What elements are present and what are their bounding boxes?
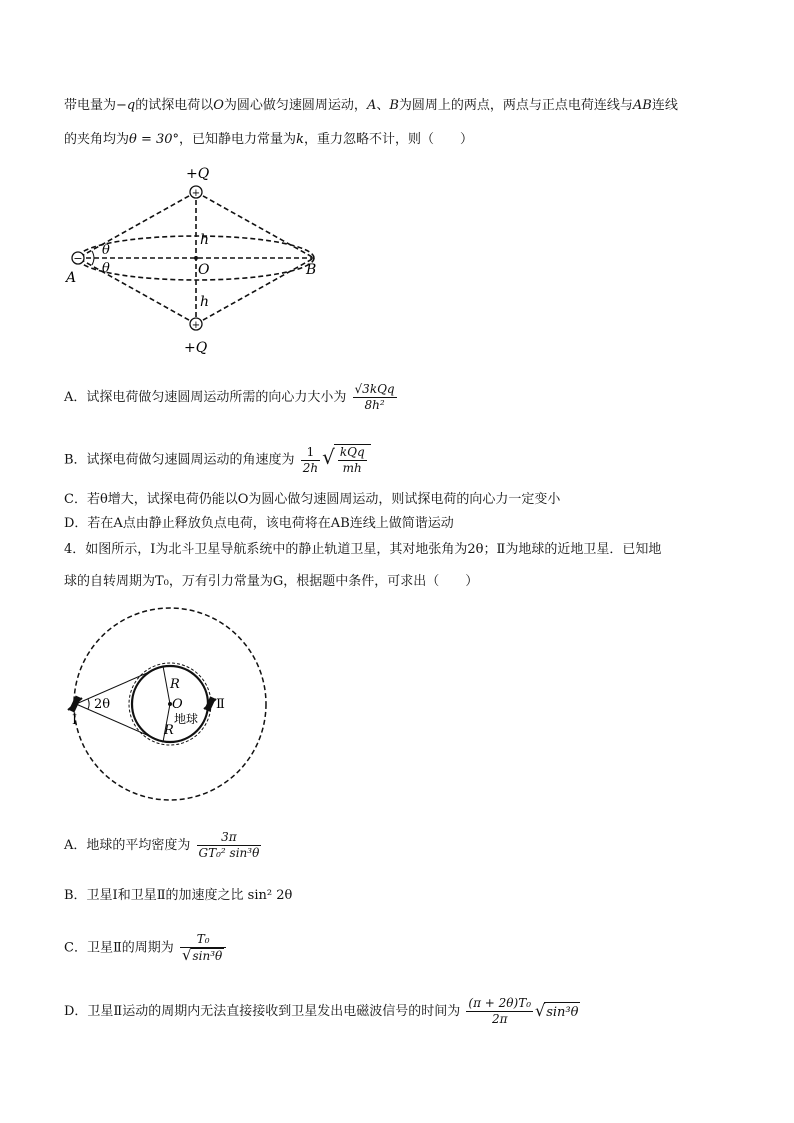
fraction-numerator: kQq: [339, 445, 365, 459]
q3-stem-text: 为圆心做匀速圆周运动，: [223, 98, 367, 113]
q4-angle-label: 2θ: [94, 697, 111, 712]
fraction-denominator: 8h²: [364, 398, 385, 412]
q4-option-a-fraction: [197, 830, 262, 861]
q3-stem-text: ，已知静电力常量为: [179, 132, 297, 147]
q3-angle-arc-top: [92, 251, 94, 258]
sqrt-icon: √sin³θ: [535, 1001, 580, 1023]
q3-option-d: [64, 514, 454, 534]
fraction-numerator: T₀: [180, 932, 226, 948]
q3-stem-text: 、: [376, 98, 390, 113]
q4-earth-label: 地球: [174, 712, 199, 726]
q3-option-b: [64, 444, 371, 476]
q4-stem-text: 4．如图所示，Ⅰ为北斗卫星导航系统中的静止轨道卫星，其对地张角为2θ；Ⅱ为地球的近地卫星．已知地: [64, 542, 662, 557]
q3-option-c-text: C．若θ增大，试探电荷仍能以O为圆心做匀速圆周运动，则试探电荷的向心力一定变小: [64, 492, 561, 507]
q3-stem-text: 的夹角均为: [64, 132, 130, 147]
q3-segment-AB: AB: [632, 98, 652, 113]
q3-option-b-text: B．试探电荷做匀速圆周运动的角速度为: [64, 452, 295, 468]
q3-bottom-charge-label: +Q: [184, 340, 208, 356]
q3-constant-k: k: [296, 132, 304, 147]
fraction-denominator: 2π: [491, 1012, 508, 1026]
fraction-denominator: mh: [342, 461, 362, 475]
fraction-numerator: (π + 2θ)T₀: [468, 996, 532, 1010]
q3-line-bottomQ-A: [78, 258, 196, 324]
q4-option-c-fraction: [180, 932, 226, 964]
q3-theta-label-top: θ: [102, 243, 110, 258]
q4-sat2-label: Ⅱ: [216, 697, 225, 712]
q3-option-b-coef: [301, 445, 320, 476]
q3-option-a-fraction: [353, 382, 397, 413]
q4-stem-line1: [64, 540, 661, 560]
q4-option-a-text: A．地球的平均密度为: [64, 838, 191, 853]
satellite-icon: [204, 696, 216, 711]
fraction-denominator: sin³θ: [192, 949, 223, 963]
q3-option-a: [64, 382, 399, 413]
q3-center-dot: [194, 256, 198, 260]
q3-O-label: O: [198, 262, 210, 278]
q3-top-charge-label: +Q: [186, 166, 210, 182]
q3-charge-diagram: [58, 160, 328, 360]
q4-option-c: [64, 932, 228, 964]
fraction-numerator: 3π: [197, 830, 262, 846]
satellite-icon: [68, 695, 82, 712]
q4-option-c-text: C．卫星Ⅱ的周期为: [64, 940, 174, 956]
plus-sign-icon: +: [191, 320, 201, 331]
fraction-numerator: 1: [301, 445, 320, 461]
q3-B-label: B: [306, 262, 317, 278]
q3-stem-line2: [64, 130, 473, 150]
fraction-numerator: √3kQq: [354, 382, 395, 396]
q3-stem-line1: [64, 96, 678, 116]
q4-radius-top: [163, 666, 170, 704]
q3-point-A: A: [366, 98, 377, 113]
q4-option-d-radicand: sin³θ: [544, 1002, 580, 1023]
plus-sign-icon: +: [191, 188, 201, 199]
q4-sat1-label: Ⅰ: [72, 713, 78, 728]
q4-angle-arc: [88, 699, 89, 709]
q3-theta-label-bottom: θ: [102, 261, 110, 276]
q3-angle-arc-bottom: [92, 258, 94, 265]
q4-R-label-top: R: [170, 677, 180, 692]
sqrt-icon: √ $\frac{\text{kQq}}{mh}$: [322, 444, 371, 476]
q4-O-label: O: [172, 697, 183, 712]
q4-stem-line2: [64, 572, 478, 592]
q3-stem-text: ，重力忽略不计，则（ ）: [303, 132, 473, 147]
q4-option-a: [64, 830, 263, 861]
q3-point-O: O: [213, 98, 224, 113]
q3-option-a-text: A．试探电荷做匀速圆周运动所需的向心力大小为: [64, 390, 347, 405]
q3-line-topQ-B: [196, 192, 314, 258]
q3-charge-symbol: −q: [116, 98, 136, 113]
q4-orbit-diagram: [60, 604, 280, 804]
q3-stem-text: 带电量为: [64, 98, 117, 113]
q3-theta-value: θ = 30°: [129, 132, 180, 147]
q3-stem-text: 连线: [651, 98, 678, 113]
q4-option-b-text: B．卫星Ⅰ和卫星Ⅱ的加速度之比 sin² 2θ: [64, 888, 293, 903]
fraction-denominator: 2h: [302, 460, 319, 475]
q4-option-d-fraction: [466, 996, 533, 1027]
q3-line-bottomQ-B: [196, 258, 317, 324]
q4-option-d-text: D．卫星Ⅱ运动的周期内无法直接接收到卫星发出电磁波信号的时间为: [64, 1004, 461, 1019]
q3-A-label: A: [66, 270, 77, 286]
q4-tangent-top: [76, 666, 163, 704]
q3-stem-text: 的试探电荷以: [135, 98, 214, 113]
q3-stem-text: 为圆周上的两点，两点与正点电荷连线与: [398, 98, 633, 113]
fraction-denominator: GT₀² sin³θ: [198, 846, 260, 860]
q4-stem-text: 球的自转周期为T₀，万有引力常量为G，根据题中条件，可求出（ ）: [64, 574, 479, 589]
q3-point-B: B: [389, 98, 399, 113]
q3-option-d-text: D．若在A点由静止释放负点电荷，该电荷将在AB连线上做简谐运动: [64, 516, 454, 531]
sqrt-icon: √sin³θ: [181, 946, 223, 964]
minus-sign-icon: −: [73, 252, 83, 265]
q4-option-d: [64, 996, 580, 1027]
q3-h-label-top: h: [200, 232, 210, 248]
q4-tangent-bottom: [76, 704, 163, 742]
q4-option-b: [64, 886, 292, 906]
q3-option-c: [64, 490, 560, 510]
q3-line-topQ-A: [78, 192, 196, 258]
q4-R-label-bottom: R: [164, 723, 174, 738]
q3-h-label-bottom: h: [200, 294, 210, 310]
